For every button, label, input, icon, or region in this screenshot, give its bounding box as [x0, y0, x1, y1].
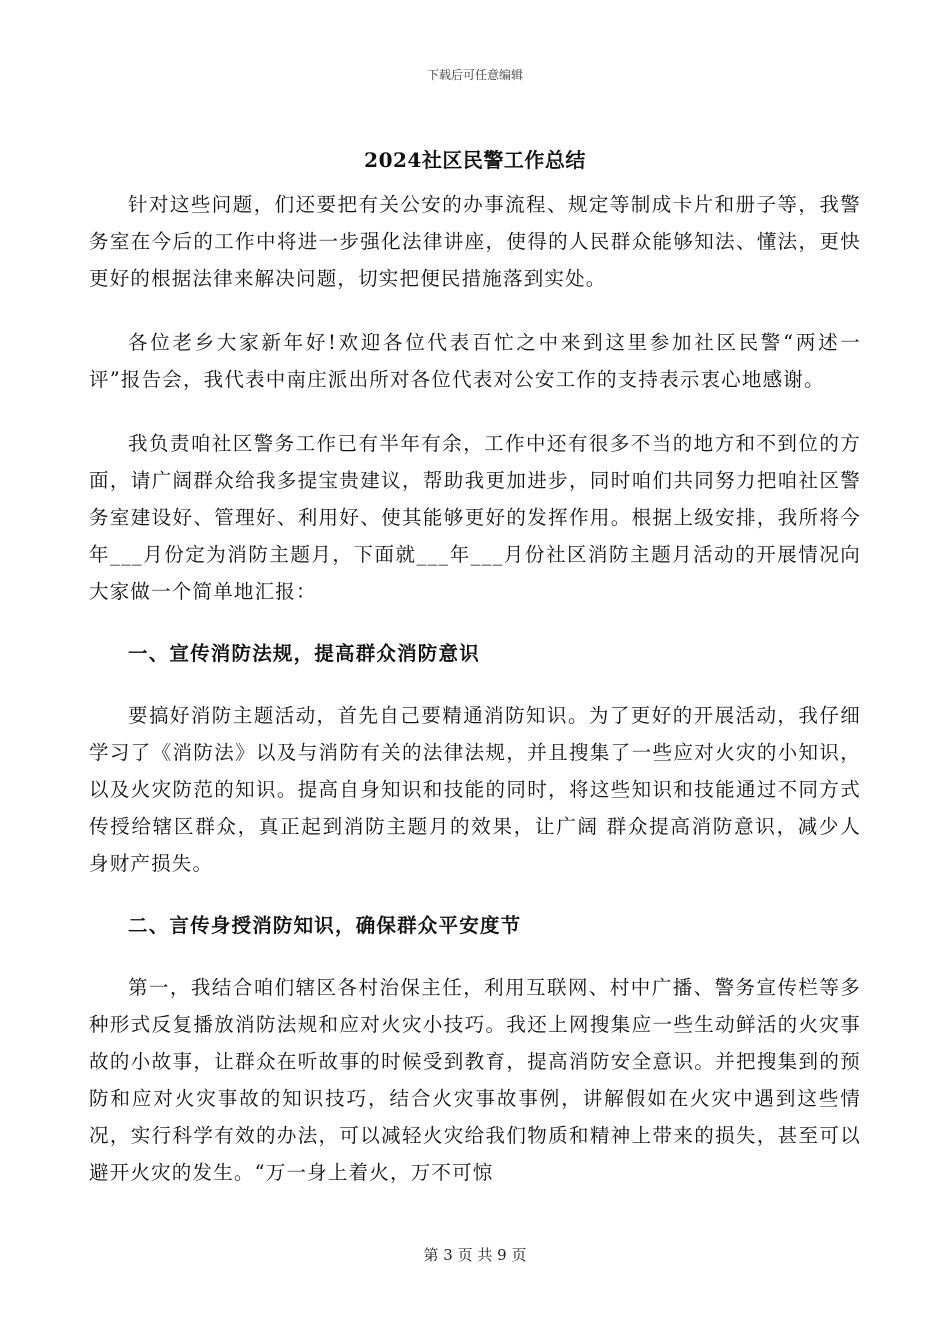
- page-title: 2024社区民警工作总结: [364, 148, 586, 172]
- document-body: [89, 186, 861, 1191]
- paragraph-4: 要搞好消防主题活动，首先自己要精通消防知识。为了更好的开展活动，我仔细学习了《消防法》以及与消防有关的法律法规，并且搜集了一些应对火灾的小知识，以及火灾防范的知识。提高自身知识和技能的同时，将这些知识和技能通过不同方式传授给辖区群众，真正起到消防主题月的效果，让广阔 群众提高消防意识，减少人身财产损失。: [89, 704, 861, 875]
- paragraph-2: 各位老乡大家新年好!欢迎各位代表百忙之中来到这里参加社区民警“两述一评”报告会，我代表中南庄派出所对各位代表对公安工作的支持表示衷心地感谢。: [89, 331, 861, 391]
- paragraph-1: 针对这些问题，们还要把有关公安的办事流程、规定等制成卡片和册子等，我警务室在今后的工作中将进一步强化法律讲座，使得的人民群众能够知法、懂法，更快更好的根据法律来解决问题，切实把便民措施落到实处。: [89, 193, 861, 290]
- section-heading-1: 一、宣传消防法规，提高群众消防意识: [128, 642, 480, 665]
- page-footer: 第 3 页 共 9 页: [423, 1246, 527, 1264]
- paragraph-5: 第一，我结合咱们辖区各村治保主任，利用互联网、村中广播、警务宣传栏等多种形式反复播放消防法规和应对火灾小技巧。我还上网搜集应一些生动鲜活的火灾事故的小故事，让群众在听故事的时候受到教育，提高消防安全意识。并把搜集到的预防和应对火灾事故的知识技巧，结合火灾事故事例，讲解假如在火灾中遇到这些情况，实行科学有效的办法，可以减轻火灾给我们物质和精神上带来的损失，甚至可以避开火灾的发生。“万一身上着火，万不可惊: [89, 976, 861, 1184]
- header-note: 下载后可任意编辑: [426, 68, 523, 82]
- section-heading-2: 二、言传身授消防知识，确保群众平安度节: [128, 914, 522, 937]
- paragraph-3: 我负责咱社区警务工作已有半年有余，工作中还有很多不当的地方和不到位的方面，请广阔群众给我多提宝贵建议，帮助我更加进步，同时咱们共同努力把咱社区警务室建设好、管理好、利用好、使其能够更好的发挥作用。根据上级安排，我所将今年___月份定为消防主题月，下面就___年___月份社区消防主题月活动的开展情况向大家做一个简单地汇报：: [89, 432, 861, 603]
